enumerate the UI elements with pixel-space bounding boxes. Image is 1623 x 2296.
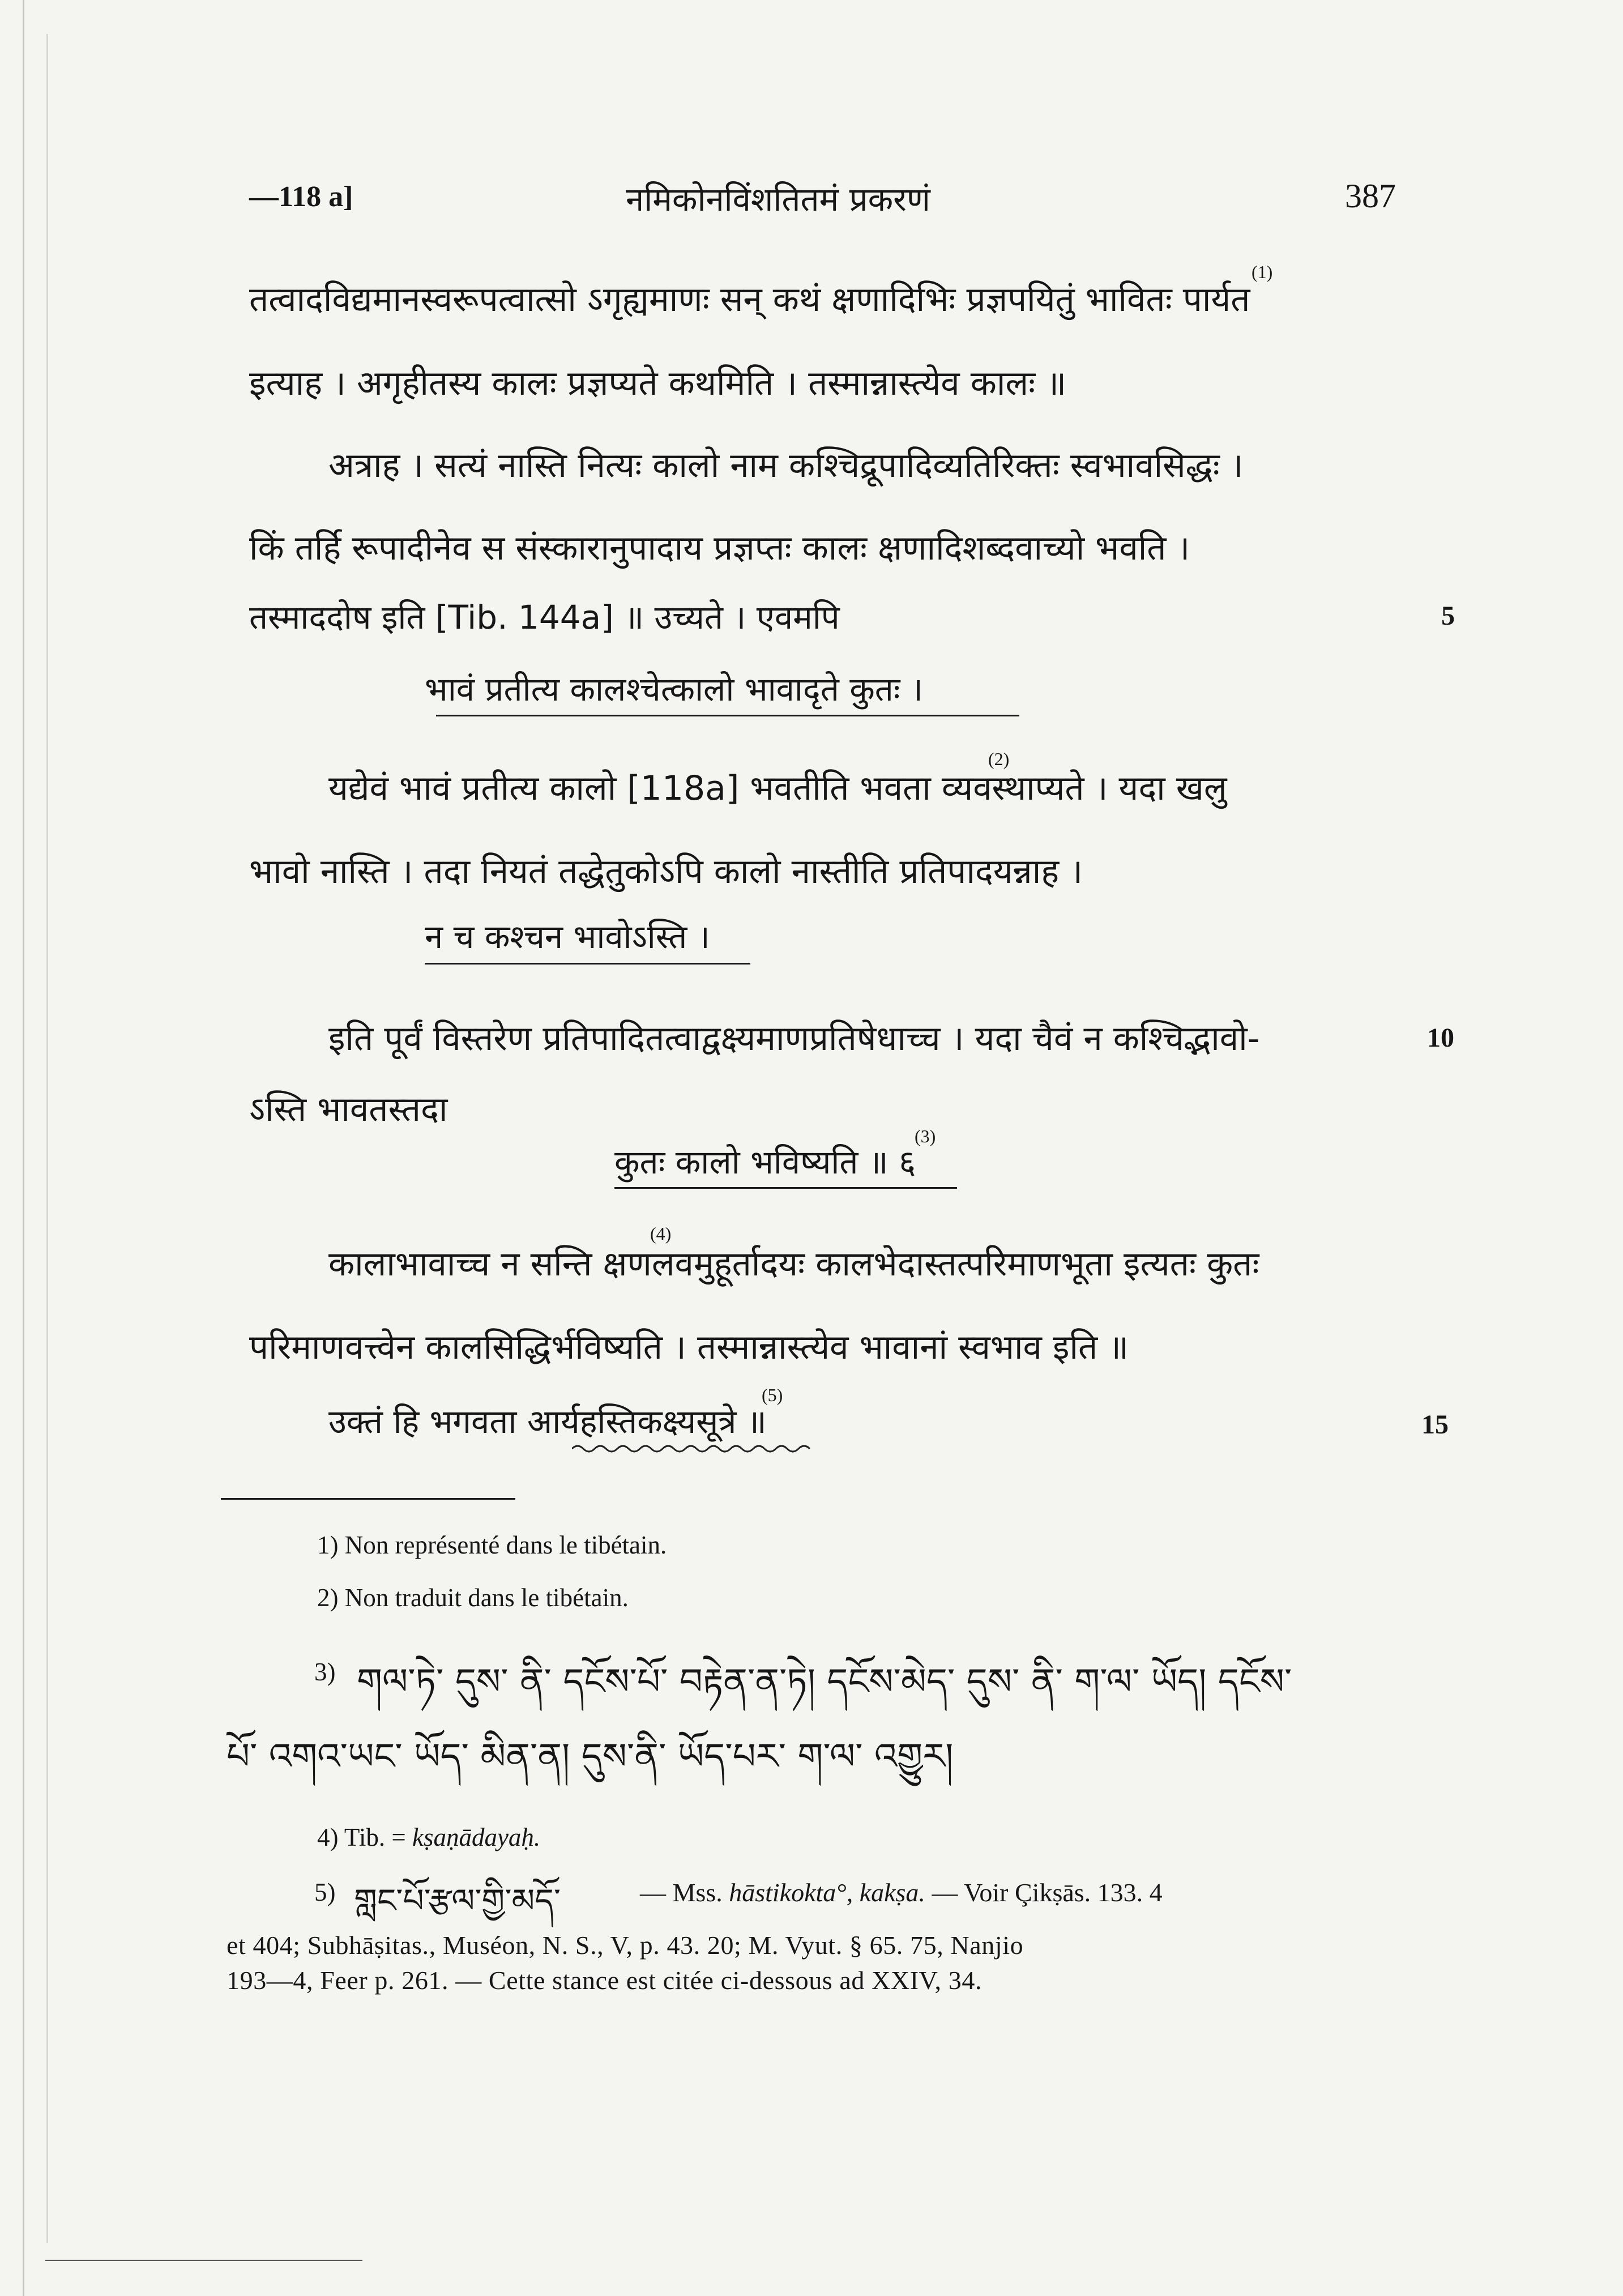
header-left-ref: —118 a] [249, 181, 353, 213]
body-line: तत्वादविद्यमानस्वरूपत्वात्सो ऽगृह्यमाणः सन् कथं क्षणादिभिः प्रज्ञपयितुं भावितः पार्यत [249, 280, 1250, 319]
footnote-5-tibetan: གླང་པོ་རྩལ་གྱི་མདོ་ [354, 1881, 561, 1920]
footnote-5-tail [640, 1877, 1163, 1907]
body-line: कालाभावाच्च न सन्ति क्षणलवमुहूर्तादयः कालभेदास्तत्परिमाणभूता इत्यतः कुतः [328, 1244, 1259, 1284]
footnote-separator [221, 1498, 515, 1500]
footnote-3-tibetan-line: པོ་ འགའ་ཡང་ ཡོད་ མིན་ན། དུས་ནི་ ཡོད་པར་ ག་ལ་ འགྱུར། [227, 1736, 954, 1778]
page-title: नमिकोनविंशतितमं प्रकरणं [626, 180, 930, 219]
superscript-2: (2) [988, 749, 1010, 769]
body-line: अत्राह । सत्यं नास्ति नित्यः कालो नाम कश्चिद्रूपादिव्यतिरिक्तः स्वभावसिद्धः । [328, 446, 1244, 485]
body-line: भावो नास्ति । तदा नियतं तद्धेतुकोऽपि कालो नास्तीति प्रतिपादयन्नाह । [249, 852, 1083, 891]
body-line: किं तर्हि रूपादीनेव स संस्कारानुपादाय प्रज्ञप्तः कालः क्षणादिशब्दवाच्यो भवति । [249, 528, 1190, 568]
body-line: ऽस्ति भावतस्तदा [249, 1090, 448, 1129]
verse-underline [425, 963, 750, 965]
footnote-5-mss: — Mss. [640, 1878, 723, 1907]
footnote-5-line: et 404; Subhāṣitas., Muséon, N. S., V, p. 43. 20; M. Vyut. § 65. 75, Nanjio [227, 1931, 1024, 1960]
body-line: इत्याह । अगृहीतस्य कालः प्रज्ञप्यते कथमिति । तस्मान्नास्त्येव कालः ॥ [249, 364, 1067, 403]
body-line: यद्येवं भावं प्रतीत्य कालो [118a] भवतीति भवता व्यवस्थाप्यते । यदा खलु [328, 769, 1227, 808]
verse-line: न च कश्चन भावोऽस्ति । [425, 917, 710, 956]
footnote-5-label: 5) [314, 1878, 336, 1906]
footnote-3-label: 3) [314, 1658, 336, 1686]
line-number-15: 15 [1421, 1410, 1449, 1440]
footnote-5-line: 193—4, Feer p. 261. — Cette stance est citée ci-dessous ad XXIV, 34. [227, 1966, 983, 1995]
superscript-4: (4) [650, 1223, 672, 1244]
bottom-edge-line [45, 2260, 362, 2261]
verse-line: कुतः कालो भविष्यति ॥ ६ [614, 1143, 916, 1181]
superscript-1: (1) [1252, 262, 1273, 282]
left-page-edge-inner [46, 34, 48, 2243]
superscript-3: (3) [915, 1126, 936, 1146]
body-line: उक्तं हि भगवता आर्यहस्तिकक्ष्यसूत्रे ॥ [328, 1402, 767, 1441]
footnote-5-variant: hāstikokta°, kakṣa. [729, 1878, 925, 1907]
line-number-10: 10 [1427, 1023, 1454, 1053]
wavy-underline [572, 1443, 815, 1454]
left-page-edge [23, 0, 24, 2296]
footnote-4-prefix: 4) Tib. = [317, 1823, 406, 1851]
footnote-4 [317, 1823, 540, 1852]
superscript-5: (5) [762, 1385, 783, 1405]
verse-line: भावं प्रतीत्य कालश्चेत्कालो भावादृते कुतः । [425, 670, 923, 709]
footnote-1: 1) Non représenté dans le tibétain. [317, 1531, 667, 1559]
verse-underline [614, 1187, 957, 1189]
line-number-5: 5 [1441, 601, 1455, 631]
page-number: 387 [1345, 177, 1396, 215]
body-line: इति पूर्वं विस्तरेण प्रतिपादितत्वाद्वक्ष्यमाणप्रतिषेधाच्च । यदा चैवं न कश्चिद्भावो- [328, 1019, 1260, 1059]
footnote-2: 2) Non traduit dans le tibétain. [317, 1584, 629, 1612]
verse-underline [436, 715, 1019, 716]
footnote-3-tibetan-line: གལ་ཏེ་ དུས་ ནི་ དངོས་པོ་ བརྟེན་ན་ཏེ། དངོས་མེད་ དུས་ ནི་ ག་ལ་ ཡོད། དངོས་ [357, 1661, 1292, 1703]
body-line: तस्माददोष इति [Tib. 144a] ॥ उच्यते । एवमपि [249, 598, 840, 637]
body-line: परिमाणवत्त्वेन कालसिद्धिर्भविष्यति । तस्मान्नास्त्येव भावानां स्वभाव इति ॥ [249, 1328, 1129, 1367]
footnote-5-ref: — Voir Çikṣās. 133. 4 [932, 1878, 1163, 1907]
footnote-4-term: kṣaṇādayaḥ. [412, 1823, 541, 1851]
